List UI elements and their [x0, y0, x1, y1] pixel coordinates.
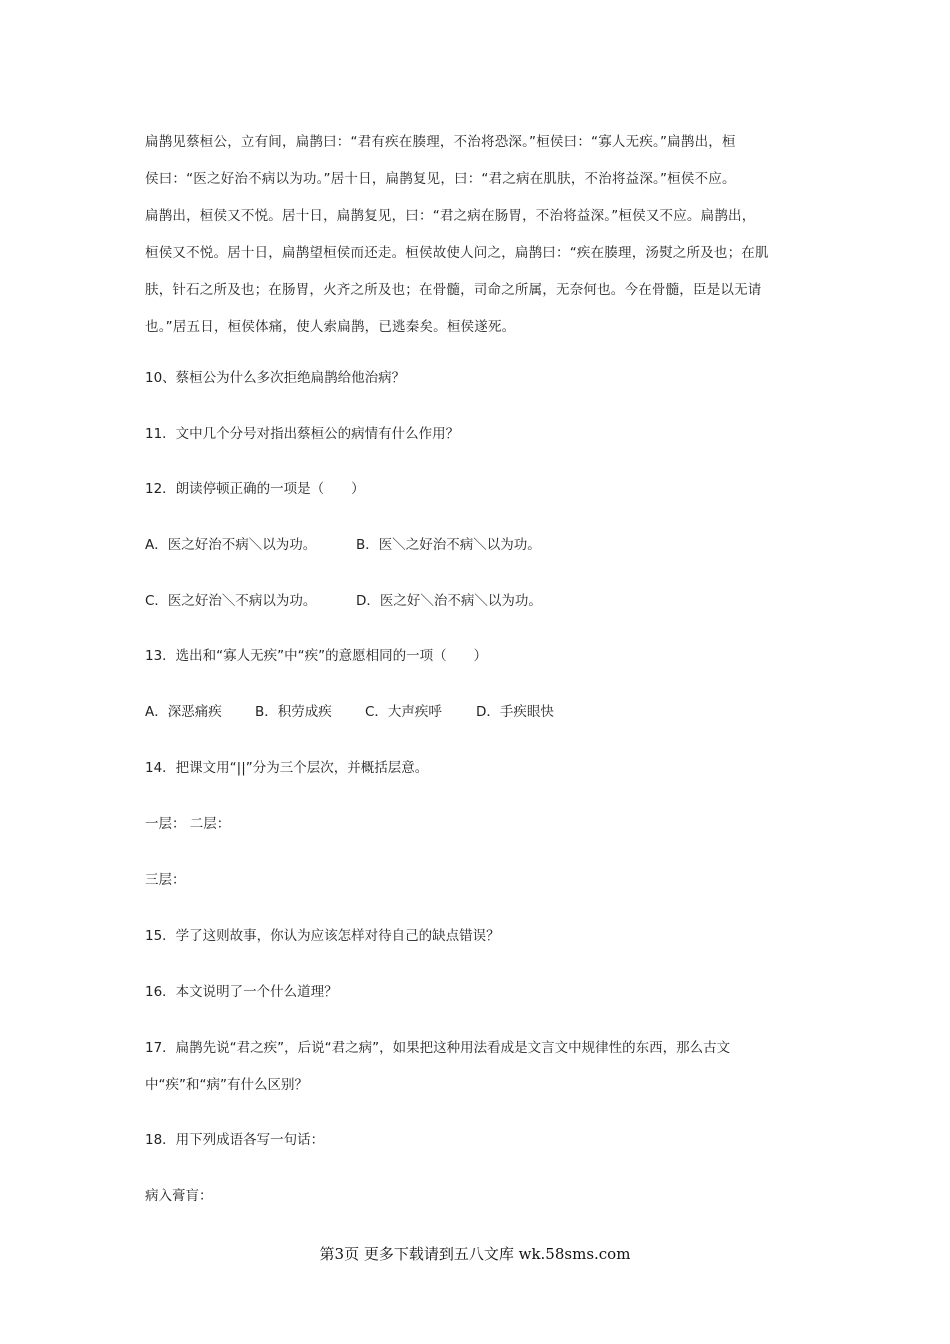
option-d: D．医之好＼治不病＼以为功。 — [356, 593, 542, 609]
option-b: B．医＼之好治不病＼以为功。 — [356, 537, 541, 553]
question-15: 15．学了这则故事，你认为应该怎样对待自己的缺点错误？ — [145, 928, 500, 944]
option-c: C．大声疾呼 — [365, 704, 442, 720]
option-a: A．医之好治不病＼以为功。 — [145, 537, 317, 553]
question-17-line-1: 17．扁鹊先说“君之疾”，后说“君之病”，如果把这种用法看成是文言文中规律性的东西，那么古文 — [145, 1040, 731, 1056]
passage-line: 扁鹊见蔡桓公，立有间，扁鹊曰：“君有疾在腠理，不治将恐深。”桓侯曰：“寡人无疾。”扁鹊出，桓 — [145, 134, 736, 150]
question-17-line-2: 中“疾”和“病”有什么区别？ — [145, 1077, 308, 1093]
question-12-options-row-1 — [145, 535, 541, 555]
question-14-layer-3: 三层： — [145, 872, 186, 888]
passage-line: 也。”居五日，桓侯体痛，使人索扁鹊，已逃秦矣。桓侯遂死。 — [145, 319, 516, 335]
question-14-layers-1-2: 一层： 二层： — [145, 816, 231, 832]
question-13-options — [145, 702, 554, 722]
option-d: D．手疾眼快 — [476, 704, 554, 720]
passage-line: 扁鹊出，桓侯又不悦。居十日，扁鹊复见，曰：“君之病在肠胃，不治将益深。”桓侯又不应。扁鹊出， — [145, 208, 756, 224]
question-12: 12．朗读停顿正确的一项是（ ） — [145, 481, 365, 497]
question-14: 14．把课文用“||”分为三个层次，并概括层意。 — [145, 760, 429, 776]
question-10: 10、蔡桓公为什么多次拒绝扁鹊给他治病？ — [145, 370, 406, 386]
passage-line: 桓侯又不悦。居十日，扁鹊望桓侯而还走。桓侯故使人问之，扁鹊曰：“疾在腠理，汤熨之所及也；在肌 — [145, 245, 769, 261]
page-footer: 第3页 更多下载请到五八文库 wk.58sms.com — [319, 1245, 631, 1263]
question-16: 16．本文说明了一个什么道理？ — [145, 984, 338, 1000]
question-18-item-1: 病入膏肓： — [145, 1188, 213, 1204]
option-a: A．深恶痛疾 — [145, 704, 222, 720]
question-11: 11．文中几个分号对指出蔡桓公的病情有什么作用？ — [145, 426, 460, 442]
option-c: C．医之好治＼不病以为功。 — [145, 593, 317, 609]
question-18: 18．用下列成语各写一句话： — [145, 1132, 325, 1148]
passage-line: 侯曰：“医之好治不病以为功。”居十日，扁鹊复见，曰：“君之病在肌肤，不治将益深。”桓侯不应。 — [145, 171, 736, 187]
classical-passage — [145, 124, 815, 346]
option-b: B．积劳成疾 — [255, 704, 332, 720]
passage-line: 肤，针石之所及也；在肠胃，火齐之所及也；在骨髓，司命之所属，无奈何也。今在骨髓，臣是以无请 — [145, 282, 762, 298]
question-13: 13．选出和“寡人无疾”中“疾”的意愿相同的一项（ ） — [145, 648, 488, 664]
question-12-options-row-2 — [145, 591, 542, 611]
